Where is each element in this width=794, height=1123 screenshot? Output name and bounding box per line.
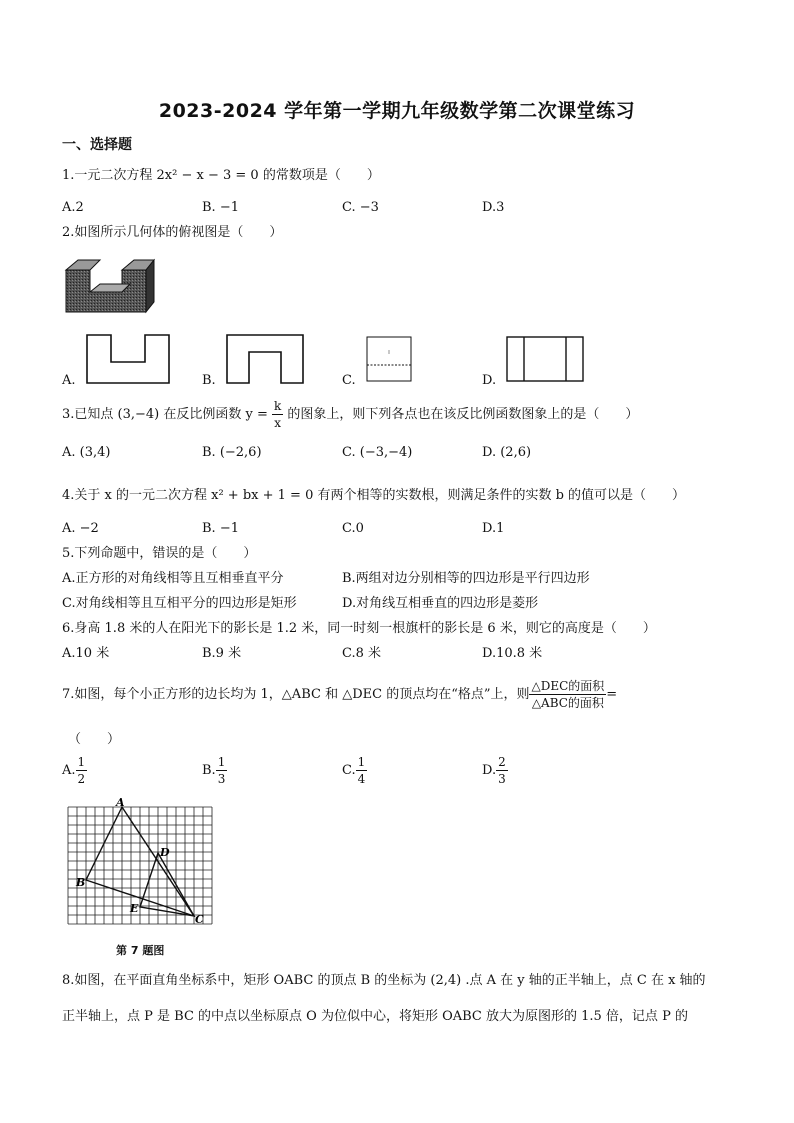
q3-option-d: D. (2,6) — [482, 445, 532, 460]
page-title: 2023-2024 学年第一学期九年级数学第二次课堂练习 — [158, 100, 636, 122]
q7-option-c — [342, 756, 367, 785]
q7-option-a-num: 1 — [77, 755, 86, 769]
q3-option-c: C. (−3,−4) — [342, 445, 413, 460]
q3-option-b: B. (−2,6) — [202, 445, 262, 460]
q2-option-a: A. — [62, 373, 76, 388]
question-1: 1.一元二次方程 2x² − x − 3 = 0 的常数项是（ ） — [62, 168, 380, 183]
question-4: 4.关于 x 的一元二次方程 x² + bx + 1 = 0 有两个相等的实数根，则满足条件的实数 b 的值可以是（ ） — [62, 488, 686, 503]
q3-frac-den: x — [274, 416, 282, 430]
q5-option-d: D.对角线互相垂直的四边形是菱形 — [342, 596, 539, 611]
q3-frac-num: k — [274, 399, 282, 413]
label-a: A — [116, 798, 125, 809]
q7-option-d — [482, 756, 508, 785]
question-5: 5.下列命题中，错误的是（ ） — [62, 546, 257, 561]
q1-option-d: D.3 — [482, 200, 505, 215]
q2-option-b: B. — [202, 373, 216, 388]
q7-option-c-label: C. — [342, 763, 356, 778]
section-heading: 一、选择题 — [62, 137, 132, 153]
q1-option-a: A.2 — [62, 200, 84, 215]
q3-option-a: A. (3,4) — [62, 445, 111, 460]
q7-option-b-num: 1 — [217, 755, 226, 769]
q1-option-b: B. −1 — [202, 200, 239, 215]
q7-option-b-den: 3 — [217, 772, 226, 786]
q7-option-b — [202, 756, 227, 785]
q7-fraction — [529, 680, 606, 709]
label-e: E — [130, 902, 139, 915]
q4-option-c: C.0 — [342, 521, 364, 536]
q7-frac-num: △DEC的面积 — [531, 679, 605, 693]
q2-option-b-figure — [226, 334, 304, 384]
q7-frac-den: △ABC的面积 — [531, 696, 604, 710]
q7-option-c-den: 4 — [357, 772, 366, 786]
q4-option-d: D.1 — [482, 521, 505, 536]
q7-option-a-den: 2 — [77, 772, 86, 786]
q6-option-a: A.10 米 — [62, 646, 110, 661]
q7-option-a — [62, 756, 87, 785]
q7-option-a-label: A. — [62, 763, 76, 778]
q6-option-c: C.8 米 — [342, 646, 382, 661]
q5-option-a: A.正方形的对角线相等且互相垂直平分 — [62, 571, 284, 586]
q6-option-d: D.10.8 米 — [482, 646, 543, 661]
q7-option-d-den: 3 — [498, 772, 506, 786]
question-8-line-2: 正半轴上，点 P 是 BC 的中点以坐标原点 O 为位似中心，将矩形 OABC 放大为原图形的 1.5 倍，记点 P 的 — [62, 1009, 688, 1024]
label-c: C — [195, 913, 204, 926]
q3-fraction — [272, 400, 283, 429]
question-8-line-1: 8.如图，在平面直角坐标系中，矩形 OABC 的顶点 B 的坐标为 (2,4) .点 A 在 y 轴的正半轴上，点 C 在 x 轴的 — [62, 973, 706, 988]
q7-option-b-label: B. — [202, 763, 216, 778]
q7-option-c-num: 1 — [357, 755, 366, 769]
q2-option-c: C. — [342, 373, 356, 388]
q3-text-post: 的图象上，则下列各点也在该反比例函数图象上的是（ ） — [283, 407, 639, 422]
q2-option-c-figure — [366, 336, 412, 382]
q7-text-post: = — [606, 687, 618, 702]
label-d: D — [160, 846, 170, 859]
solid-figure — [64, 258, 156, 316]
q7-grid-figure — [66, 798, 214, 936]
q4-option-b: B. −1 — [202, 521, 239, 536]
q7-paren: （ ） — [68, 732, 121, 747]
q2-option-d: D. — [482, 373, 497, 388]
q7-option-d-num: 2 — [498, 755, 506, 769]
q3-text-pre: 3.已知点 (3,−4) 在反比例函数 y = — [62, 407, 273, 422]
q7-figure-caption: 第 7 题图 — [116, 944, 165, 957]
q7-option-d-label: D. — [482, 763, 497, 778]
q4-option-a: A. −2 — [62, 521, 99, 536]
q5-option-c: C.对角线相等且互相平分的四边形是矩形 — [62, 596, 297, 611]
q5-option-b: B.两组对边分别相等的四边形是平行四边形 — [342, 571, 590, 586]
question-6: 6.身高 1.8 米的人在阳光下的影长是 1.2 米，同一时刻一根旗杆的影长是 6 米，则它的高度是（ ） — [62, 621, 656, 636]
question-2: 2.如图所示几何体的俯视图是（ ） — [62, 225, 283, 240]
question-3 — [62, 400, 638, 429]
q1-option-c: C. −3 — [342, 200, 379, 215]
question-7 — [62, 680, 617, 709]
q2-option-a-figure — [86, 334, 170, 384]
q6-option-b: B.9 米 — [202, 646, 242, 661]
q7-text-pre: 7.如图，每个小正方形的边长均为 1，△ABC 和 △DEC 的顶点均在“格点”上，则 — [62, 687, 530, 702]
label-b: B — [76, 876, 86, 889]
q2-option-d-figure — [506, 336, 584, 382]
